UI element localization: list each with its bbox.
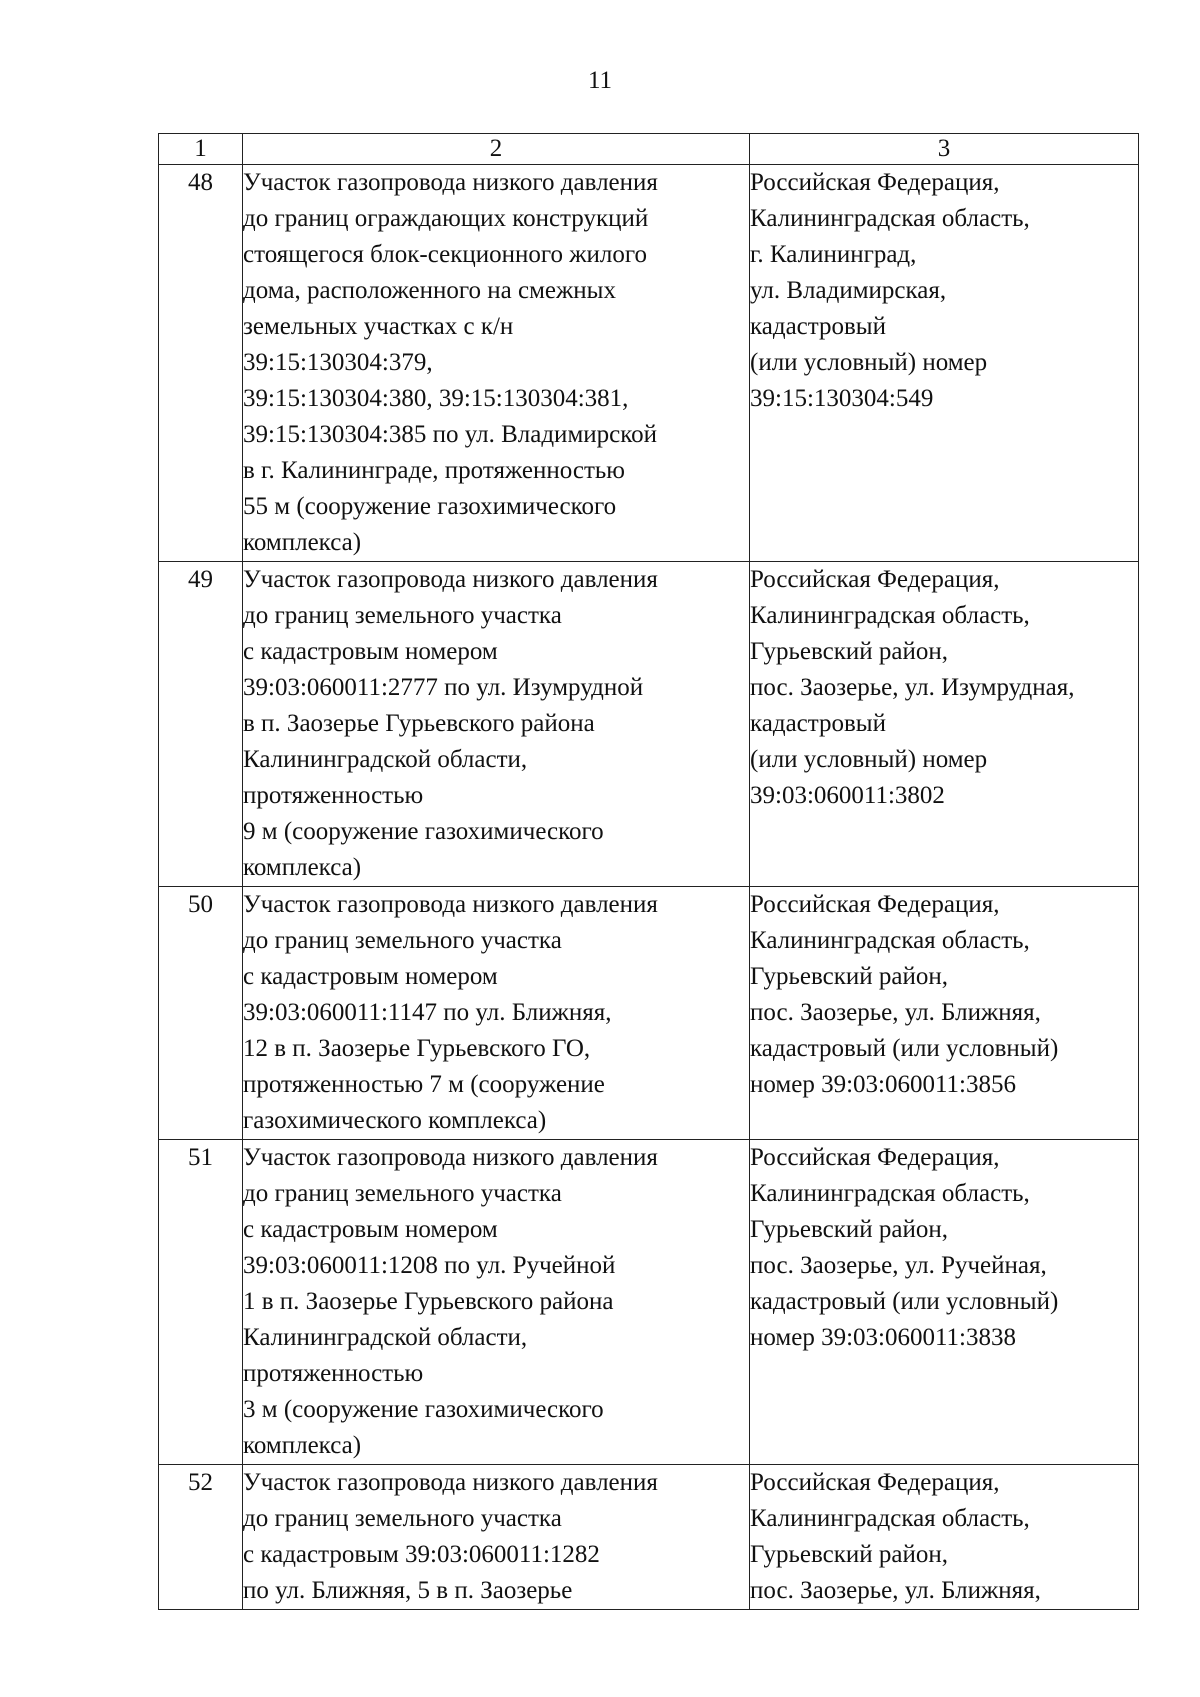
address-line: Калининградская область, (750, 1180, 1030, 1207)
description-line: 12 в п. Заозерье Гурьевского ГО, (243, 1035, 591, 1062)
table-row (159, 562, 1139, 887)
address-line: Калининградская область, (750, 1505, 1030, 1532)
row-number: 49 (159, 562, 243, 887)
description-line: 9 м (сооружение газохимического (243, 818, 604, 845)
page-number: 11 (587, 67, 613, 94)
description-line: 39:03:060011:1208 по ул. Ручейной (243, 1252, 616, 1279)
description-line: в г. Калининграде, протяженностью (243, 457, 625, 484)
description-line: с кадастровым номером (243, 1216, 498, 1243)
description-line: комплекса) (243, 1432, 362, 1459)
column-header-1: 1 (159, 134, 243, 165)
description-line: 39:03:060011:1147 по ул. Ближняя, (243, 999, 612, 1026)
description-line: комплекса) (243, 529, 362, 556)
address-line: (или условный) номер (750, 746, 988, 773)
description-line: 1 в п. Заозерье Гурьевского района (243, 1288, 614, 1315)
address-line: Гурьевский район, (750, 963, 949, 990)
address-line: г. Калининград, (750, 241, 917, 268)
address-line: пос. Заозерье, ул. Изумрудная, (750, 674, 1075, 701)
address-line: 39:15:130304:549 (750, 385, 934, 412)
address-line: Калининградская область, (750, 602, 1030, 629)
address-line: ул. Владимирская, (750, 277, 947, 304)
column-header-3: 3 (750, 134, 1139, 165)
address-line: Российская Федерация, (750, 169, 1000, 196)
table-row (159, 887, 1139, 1140)
description-line: протяженностью (243, 1360, 424, 1387)
address-line: Российская Федерация, (750, 891, 1000, 918)
table-row (159, 1140, 1139, 1465)
address-line: пос. Заозерье, ул. Ближняя, (750, 999, 1041, 1026)
table-row (159, 165, 1139, 562)
description-line: комплекса) (243, 854, 362, 881)
object-address (750, 165, 1139, 562)
column-header-2: 2 (243, 134, 750, 165)
description-line: земельных участках с к/н (243, 313, 514, 340)
description-line: Участок газопровода низкого давления (243, 1469, 658, 1496)
object-address (750, 887, 1139, 1140)
object-description (243, 165, 750, 562)
description-line: с кадастровым номером (243, 638, 498, 665)
description-line: Участок газопровода низкого давления (243, 566, 658, 593)
row-number: 50 (159, 887, 243, 1140)
description-line: 39:15:130304:379, (243, 349, 433, 376)
description-line: с кадастровым номером (243, 963, 498, 990)
address-line: Российская Федерация, (750, 1144, 1000, 1171)
address-line: Российская Федерация, (750, 1469, 1000, 1496)
description-line: до границ земельного участка (243, 1505, 562, 1532)
description-line: дома, расположенного на смежных (243, 277, 616, 304)
table-row (159, 1465, 1139, 1610)
object-description (243, 1465, 750, 1610)
table-body (159, 165, 1139, 1610)
row-number: 48 (159, 165, 243, 562)
description-line: протяженностью 7 м (сооружение (243, 1071, 605, 1098)
row-number: 51 (159, 1140, 243, 1465)
address-line: номер 39:03:060011:3856 (750, 1071, 1016, 1098)
object-address (750, 562, 1139, 887)
description-line: до границ земельного участка (243, 927, 562, 954)
description-line: Калининградской области, (243, 746, 528, 773)
address-line: кадастровый (или условный) (750, 1288, 1059, 1315)
address-line: Гурьевский район, (750, 1216, 949, 1243)
address-line: Калининградская область, (750, 205, 1030, 232)
description-line: до границ земельного участка (243, 1180, 562, 1207)
description-line: 39:15:130304:380, 39:15:130304:381, (243, 385, 629, 412)
description-line: Калининградской области, (243, 1324, 528, 1351)
address-line: кадастровый (750, 313, 886, 340)
description-line: газохимического комплекса) (243, 1107, 547, 1134)
description-line: до границ земельного участка (243, 602, 562, 629)
address-line: Калининградская область, (750, 927, 1030, 954)
address-line: кадастровый (750, 710, 886, 737)
address-line: (или условный) номер (750, 349, 988, 376)
description-line: Участок газопровода низкого давления (243, 169, 658, 196)
object-description (243, 887, 750, 1140)
description-line: по ул. Ближняя, 5 в п. Заозерье (243, 1577, 573, 1604)
description-line: в п. Заозерье Гурьевского района (243, 710, 595, 737)
description-line: 39:15:130304:385 по ул. Владимирской (243, 421, 657, 448)
address-line: кадастровый (или условный) (750, 1035, 1059, 1062)
description-line: 3 м (сооружение газохимического (243, 1396, 604, 1423)
row-number: 52 (159, 1465, 243, 1610)
description-line: стоящегося блок-секционного жилого (243, 241, 648, 268)
object-address (750, 1465, 1139, 1610)
description-line: протяженностью (243, 782, 424, 809)
description-line: 39:03:060011:2777 по ул. Изумрудной (243, 674, 644, 701)
description-line: 55 м (сооружение газохимического (243, 493, 617, 520)
address-line: номер 39:03:060011:3838 (750, 1324, 1016, 1351)
description-line: Участок газопровода низкого давления (243, 891, 658, 918)
address-line: Российская Федерация, (750, 566, 1000, 593)
address-line: пос. Заозерье, ул. Ручейная, (750, 1252, 1047, 1279)
object-address (750, 1140, 1139, 1465)
address-line: пос. Заозерье, ул. Ближняя, (750, 1577, 1041, 1604)
description-line: с кадастровым 39:03:060011:1282 (243, 1541, 600, 1568)
property-table (158, 133, 1139, 1610)
address-line: 39:03:060011:3802 (750, 782, 945, 809)
table-header-row (159, 134, 1139, 165)
address-line: Гурьевский район, (750, 638, 949, 665)
object-description (243, 562, 750, 887)
description-line: до границ ограждающих конструкций (243, 205, 649, 232)
address-line: Гурьевский район, (750, 1541, 949, 1568)
description-line: Участок газопровода низкого давления (243, 1144, 658, 1171)
object-description (243, 1140, 750, 1465)
